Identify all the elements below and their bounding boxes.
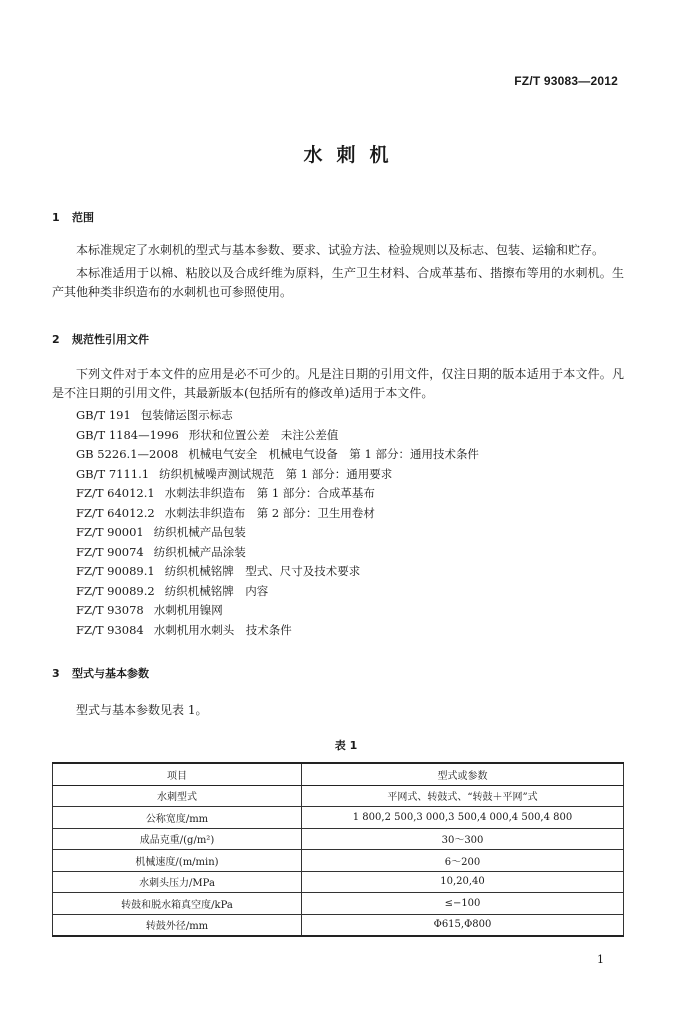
table-row (53, 871, 624, 893)
reference-title: 水刺法非织造布 第 2 部分：卫生用卷材 (164, 505, 375, 520)
types-intro: 型式与基本参数见表 1。 (76, 703, 208, 717)
reference-item (76, 601, 479, 621)
section-number: 2 (52, 333, 60, 346)
section-title: 规范性引用文件 (72, 333, 149, 346)
reference-code: FZ/T 64012.2 (76, 505, 155, 520)
reference-item (76, 504, 479, 524)
document-title: 水刺机 (303, 144, 403, 166)
reference-title: 纺织机械噪声测试规范 第 1 部分：通用要求 (159, 466, 393, 481)
reference-title: 纺织机械铭牌 内容 (164, 583, 269, 598)
reference-title: 包装储运图示标志 (140, 408, 233, 422)
reference-item (76, 484, 479, 504)
reference-item (76, 406, 479, 426)
reference-title: 机械电气安全 机械电气设备 第 1 部分：通用技术条件 (188, 447, 479, 461)
table-cell: 水刺头压力/MPa (53, 871, 302, 893)
table-cell: 1 800,2 500,3 000,3 500,4 000,4 500,4 800 (302, 807, 624, 829)
reference-item (76, 465, 479, 485)
table-row (53, 850, 624, 872)
normative-refs-intro: 下列文件对于本文件的应用是必不可少的。凡是注日期的引用文件，仅注日期的版本适用于本文件。凡是不注日期的引用文件，其最新版本(包括所有的修改单)适用于本文件。 (52, 367, 624, 400)
reference-code: GB 5226.1—2008 (76, 447, 179, 461)
table-row (53, 914, 624, 936)
reference-title: 纺织机械铭牌 型式、尺寸及技术要求 (164, 564, 361, 578)
table-cell: 转鼓和脱水箱真空度/kPa (53, 893, 302, 915)
reference-item (76, 445, 479, 465)
reference-code: FZ/T 90089.2 (76, 583, 155, 598)
section-2-heading (52, 331, 149, 347)
reference-code: GB/T 7111.1 (76, 466, 150, 481)
page-number: 1 (597, 953, 604, 966)
table-cell: Φ615,Φ800 (302, 914, 624, 936)
reference-list (76, 406, 479, 640)
table-cell: ≤−100 (302, 893, 624, 915)
table-cell: 30～300 (302, 828, 624, 850)
table-row (53, 828, 624, 850)
reference-item (76, 543, 479, 563)
reference-item (76, 621, 479, 641)
reference-title: 形状和位置公差 未注公差值 (188, 427, 339, 442)
reference-code: FZ/T 90001 (76, 525, 144, 539)
section-3-heading (52, 665, 149, 681)
reference-title: 纺织机械产品包装 (153, 525, 246, 539)
reference-item (76, 582, 479, 602)
reference-code: FZ/T 93084 (76, 622, 144, 637)
reference-item (76, 523, 479, 543)
reference-code: FZ/T 93078 (76, 603, 144, 617)
reference-title: 水刺机用镍网 (153, 603, 223, 617)
table-cell: 6～200 (302, 850, 624, 872)
table-cell: 成品克重/(g/m²) (53, 828, 302, 850)
section-number: 3 (52, 667, 60, 680)
reference-code: GB/T 1184—1996 (76, 427, 179, 442)
section-1-heading (52, 209, 94, 225)
table-caption: 表 1 (334, 739, 358, 752)
standard-number: FZ/T 93083—2012 (514, 74, 618, 88)
table-cell: 机械速度/(m/min) (53, 850, 302, 872)
reference-code: FZ/T 90074 (76, 544, 144, 559)
section-title: 范围 (72, 211, 94, 224)
scope-paragraph-2: 本标准适用于以棉、粘胶以及合成纤维为原料，生产卫生材料、合成革基布、揩擦布等用的水刺机。生产其他种类非织造布的水刺机也可参照使用。 (52, 266, 624, 299)
reference-title: 水刺机用水刺头 技术条件 (153, 622, 292, 637)
table-header-cell: 型式或参数 (302, 763, 624, 785)
table-cell: 转鼓外径/mm (53, 914, 302, 936)
table-cell: 平网式、转鼓式、“转鼓＋平网”式 (302, 785, 624, 807)
table-cell: 公称宽度/mm (53, 807, 302, 829)
parameters-table (52, 762, 624, 937)
reference-item (76, 426, 479, 446)
table-header-cell: 项目 (53, 763, 302, 785)
table-row (53, 893, 624, 915)
table-header-row (53, 763, 624, 785)
scope-paragraph-1: 本标准规定了水刺机的型式与基本参数、要求、试验方法、检验规则以及标志、包装、运输和贮存。 (76, 243, 605, 257)
reference-title: 纺织机械产品涂装 (153, 544, 246, 559)
table-cell: 水刺型式 (53, 785, 302, 807)
reference-code: FZ/T 90089.1 (76, 564, 155, 578)
table-row (53, 785, 624, 807)
reference-title: 水刺法非织造布 第 1 部分：合成革基布 (164, 486, 375, 500)
reference-code: GB/T 191 (76, 408, 131, 422)
section-title: 型式与基本参数 (72, 667, 149, 680)
section-number: 1 (52, 211, 60, 224)
table-row (53, 807, 624, 829)
reference-item (76, 562, 479, 582)
table-cell: 10,20,40 (302, 871, 624, 893)
reference-code: FZ/T 64012.1 (76, 486, 155, 500)
